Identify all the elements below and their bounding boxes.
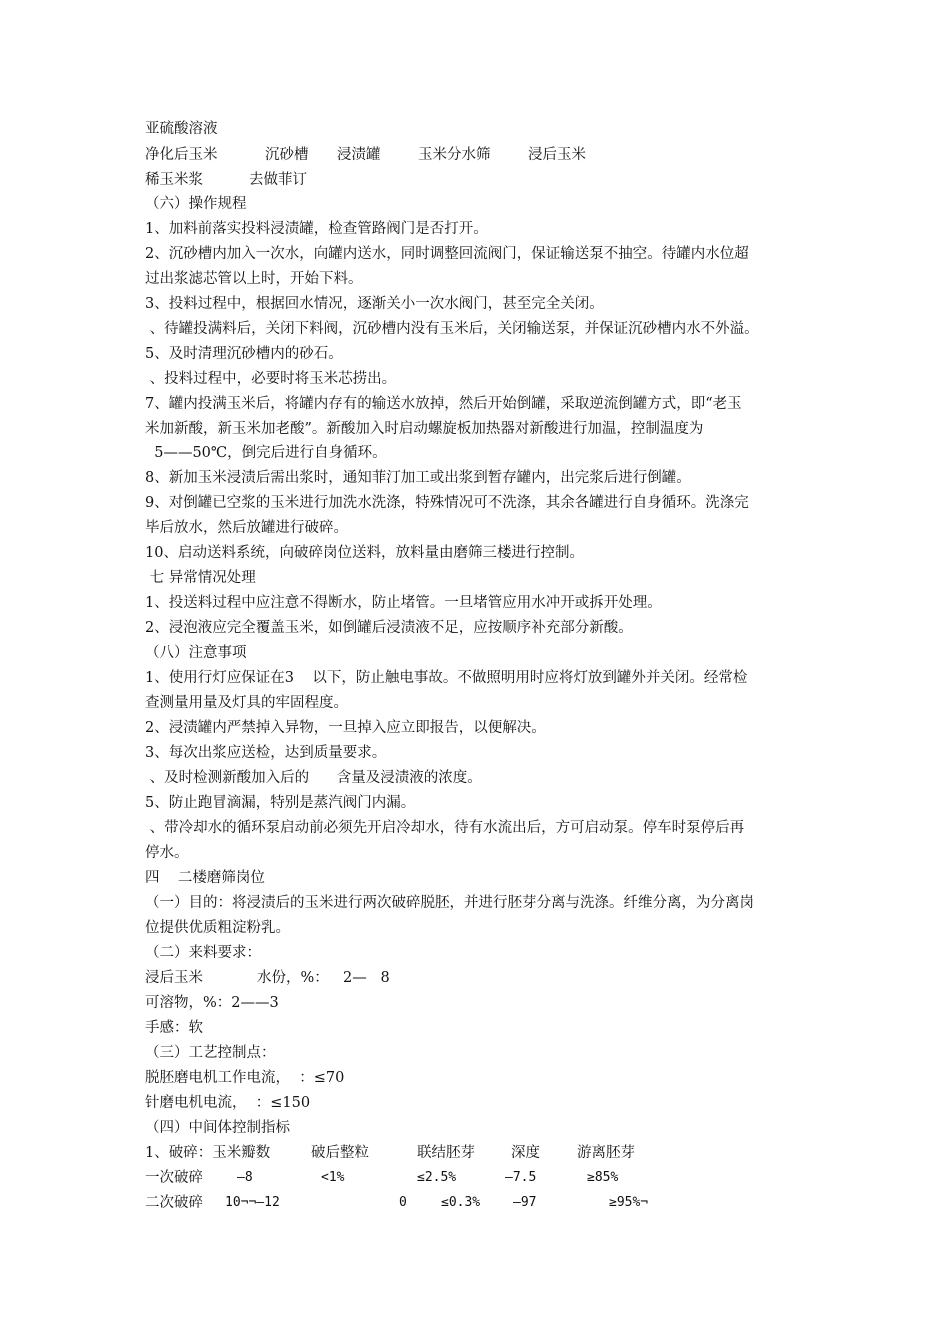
table-header-cell: 游离胚芽 bbox=[577, 1145, 635, 1161]
table-cell: —97 bbox=[513, 1195, 537, 1210]
paragraph-line: 1、投送料过程中应注意不得断水，防止堵管。一旦堵管应用水冲开或拆开处理。 bbox=[145, 595, 662, 611]
subsection-title: （三）工艺控制点： bbox=[145, 1045, 276, 1061]
table-cell: ≥95%¬ bbox=[609, 1195, 649, 1210]
flow-step: 去做菲订 bbox=[249, 172, 307, 188]
paragraph-line: （一）目的：将浸渍后的玉米进行两次破碎脱胚，并进行胚芽分离与洗涤。纤维分离，为分离岗 bbox=[145, 895, 754, 911]
table-row bbox=[145, 1193, 815, 1213]
table-row bbox=[145, 1168, 815, 1188]
paragraph-line: 5——50℃，倒完后进行自身循环。 bbox=[145, 445, 387, 461]
paragraph-line: 可溶物，%：2——3 bbox=[145, 995, 279, 1011]
moisture-value: 2— 8 bbox=[343, 970, 390, 986]
paragraph-line: 1、加料前落实投料浸渍罐，检查管路阀门是否打开。 bbox=[145, 221, 488, 237]
table-cell: <1% bbox=[321, 1170, 345, 1185]
table-cell: 一次破碎 bbox=[145, 1170, 203, 1186]
material-row bbox=[145, 968, 815, 988]
flow-step: 浸后玉米 bbox=[528, 147, 586, 163]
flow-step: 沉砂槽 bbox=[265, 147, 309, 163]
paragraph-line: 3、投料过程中，根据回水情况，逐渐关小一次水阀门，甚至完全关闭。 bbox=[145, 296, 604, 312]
paragraph-line: 查测量用量及灯具的牢固程度。 bbox=[145, 695, 348, 711]
paragraph-line: 手感：软 bbox=[145, 1020, 203, 1036]
paragraph-line: 、投料过程中，必要时将玉米芯捞出。 bbox=[145, 371, 397, 387]
table-cell: 0 bbox=[399, 1195, 407, 1210]
table-cell: ≤0.3% bbox=[441, 1195, 481, 1210]
paragraph-line: 米加新酸，新玉米加老酸”。新酸加入时启动螺旋板加热器对新酸进行加温，控制温度为 bbox=[145, 421, 704, 437]
table-header-cell: 深度 bbox=[511, 1145, 540, 1161]
subsection-title: （二）来料要求： bbox=[145, 945, 261, 961]
paragraph-line: 停水。 bbox=[145, 845, 189, 861]
material-name: 浸后玉米 bbox=[145, 970, 203, 986]
table-cell: ≥85% bbox=[587, 1170, 619, 1185]
paragraph-line: 8、新加玉米浸渍后需出浆时，通知菲汀加工或出浆到暂存罐内，出完浆后进行倒罐。 bbox=[145, 470, 691, 486]
paragraph-line: 5、及时清理沉砂槽内的砂石。 bbox=[145, 346, 343, 362]
subsection-title: （四）中间体控制指标 bbox=[145, 1120, 290, 1136]
table-header-cell: 1、破碎：玉米瓣数 bbox=[145, 1145, 271, 1161]
section-title: 四 二楼磨筛岗位 bbox=[145, 870, 265, 886]
moisture-label: 水份，%： bbox=[257, 970, 329, 986]
section-title: （八）注意事项 bbox=[145, 645, 247, 661]
paragraph-line: 3、每次出浆应送检，达到质量要求。 bbox=[145, 745, 387, 761]
table-header-cell: 破后整粒 bbox=[311, 1145, 369, 1161]
table-cell: —8 bbox=[237, 1170, 253, 1185]
table-cell: 二次破碎 bbox=[145, 1195, 203, 1211]
table-cell: ≤2.5% bbox=[417, 1170, 457, 1185]
table-header-cell: 联结胚芽 bbox=[417, 1145, 475, 1161]
paragraph-line: 7、罐内投满玉米后，将罐内存有的输送水放掉，然后开始倒罐，采取逆流倒罐方式，即“老玉 bbox=[145, 396, 742, 412]
paragraph-line: 、及时检测新酸加入后的 含量及浸渍液的浓度。 bbox=[145, 770, 482, 786]
paragraph-line: 、待罐投满料后，关闭下料阀，沉砂槽内没有玉米后，关闭输送泵，并保证沉砂槽内水不外溢。 bbox=[145, 321, 759, 337]
paragraph-line: 针磨电机电流， ：≤150 bbox=[145, 1095, 311, 1111]
paragraph-line: 、带冷却水的循环泵启动前必须先开启冷却水，待有水流出后，方可启动泵。停车时泵停后再 bbox=[145, 820, 745, 836]
section-title: 七 异常情况处理 bbox=[145, 570, 256, 586]
table-cell: —7.5 bbox=[505, 1170, 537, 1185]
paragraph-line: 2、浸渍罐内严禁掉入异物，一旦掉入应立即报告，以便解决。 bbox=[145, 720, 546, 736]
paragraph-line: 过出浆滤芯管以上时，开始下料。 bbox=[145, 271, 363, 287]
table-cell: 10¬¬—12 bbox=[225, 1195, 280, 1210]
flow-step: 稀玉米浆 bbox=[145, 172, 203, 188]
paragraph-line: 1、使用行灯应保证在3 以下，防止触电事故。不做照明用时应将灯放到罐外并关闭。经常检 bbox=[145, 670, 748, 686]
paragraph-line: 2、沉砂槽内加入一次水，向罐内送水，同时调整回流阀门，保证输送泵不抽空。待罐内水位超 bbox=[145, 246, 749, 262]
paragraph-line: 9、对倒罐已空浆的玉米进行加洗水洗涤，特殊情况可不洗涤，其余各罐进行自身循环。洗涤完 bbox=[145, 495, 749, 511]
flow-step: 玉米分水筛 bbox=[418, 147, 491, 163]
flow-row-1 bbox=[145, 145, 815, 165]
flow-step: 净化后玉米 bbox=[145, 147, 218, 163]
paragraph-line: 位提供优质粗淀粉乳。 bbox=[145, 920, 290, 936]
table-header-row bbox=[145, 1143, 815, 1163]
flow-header: 亚硫酸溶液 bbox=[145, 121, 218, 137]
paragraph-line: 毕后放水，然后放罐进行破碎。 bbox=[145, 520, 348, 536]
paragraph-line: 10、启动送料系统，向破碎岗位送料，放料量由磨筛三楼进行控制。 bbox=[145, 545, 584, 561]
flow-step: 浸渍罐 bbox=[337, 147, 381, 163]
paragraph-line: 5、防止跑冒滴漏，特别是蒸汽阀门内漏。 bbox=[145, 795, 416, 811]
paragraph-line: 脱胚磨电机工作电流， ：≤70 bbox=[145, 1070, 345, 1086]
section-title: （六）操作规程 bbox=[145, 196, 247, 212]
paragraph-line: 2、浸泡液应完全覆盖玉米，如倒罐后浸渍液不足，应按顺序补充部分新酸。 bbox=[145, 620, 633, 636]
flow-row-2 bbox=[145, 170, 815, 190]
